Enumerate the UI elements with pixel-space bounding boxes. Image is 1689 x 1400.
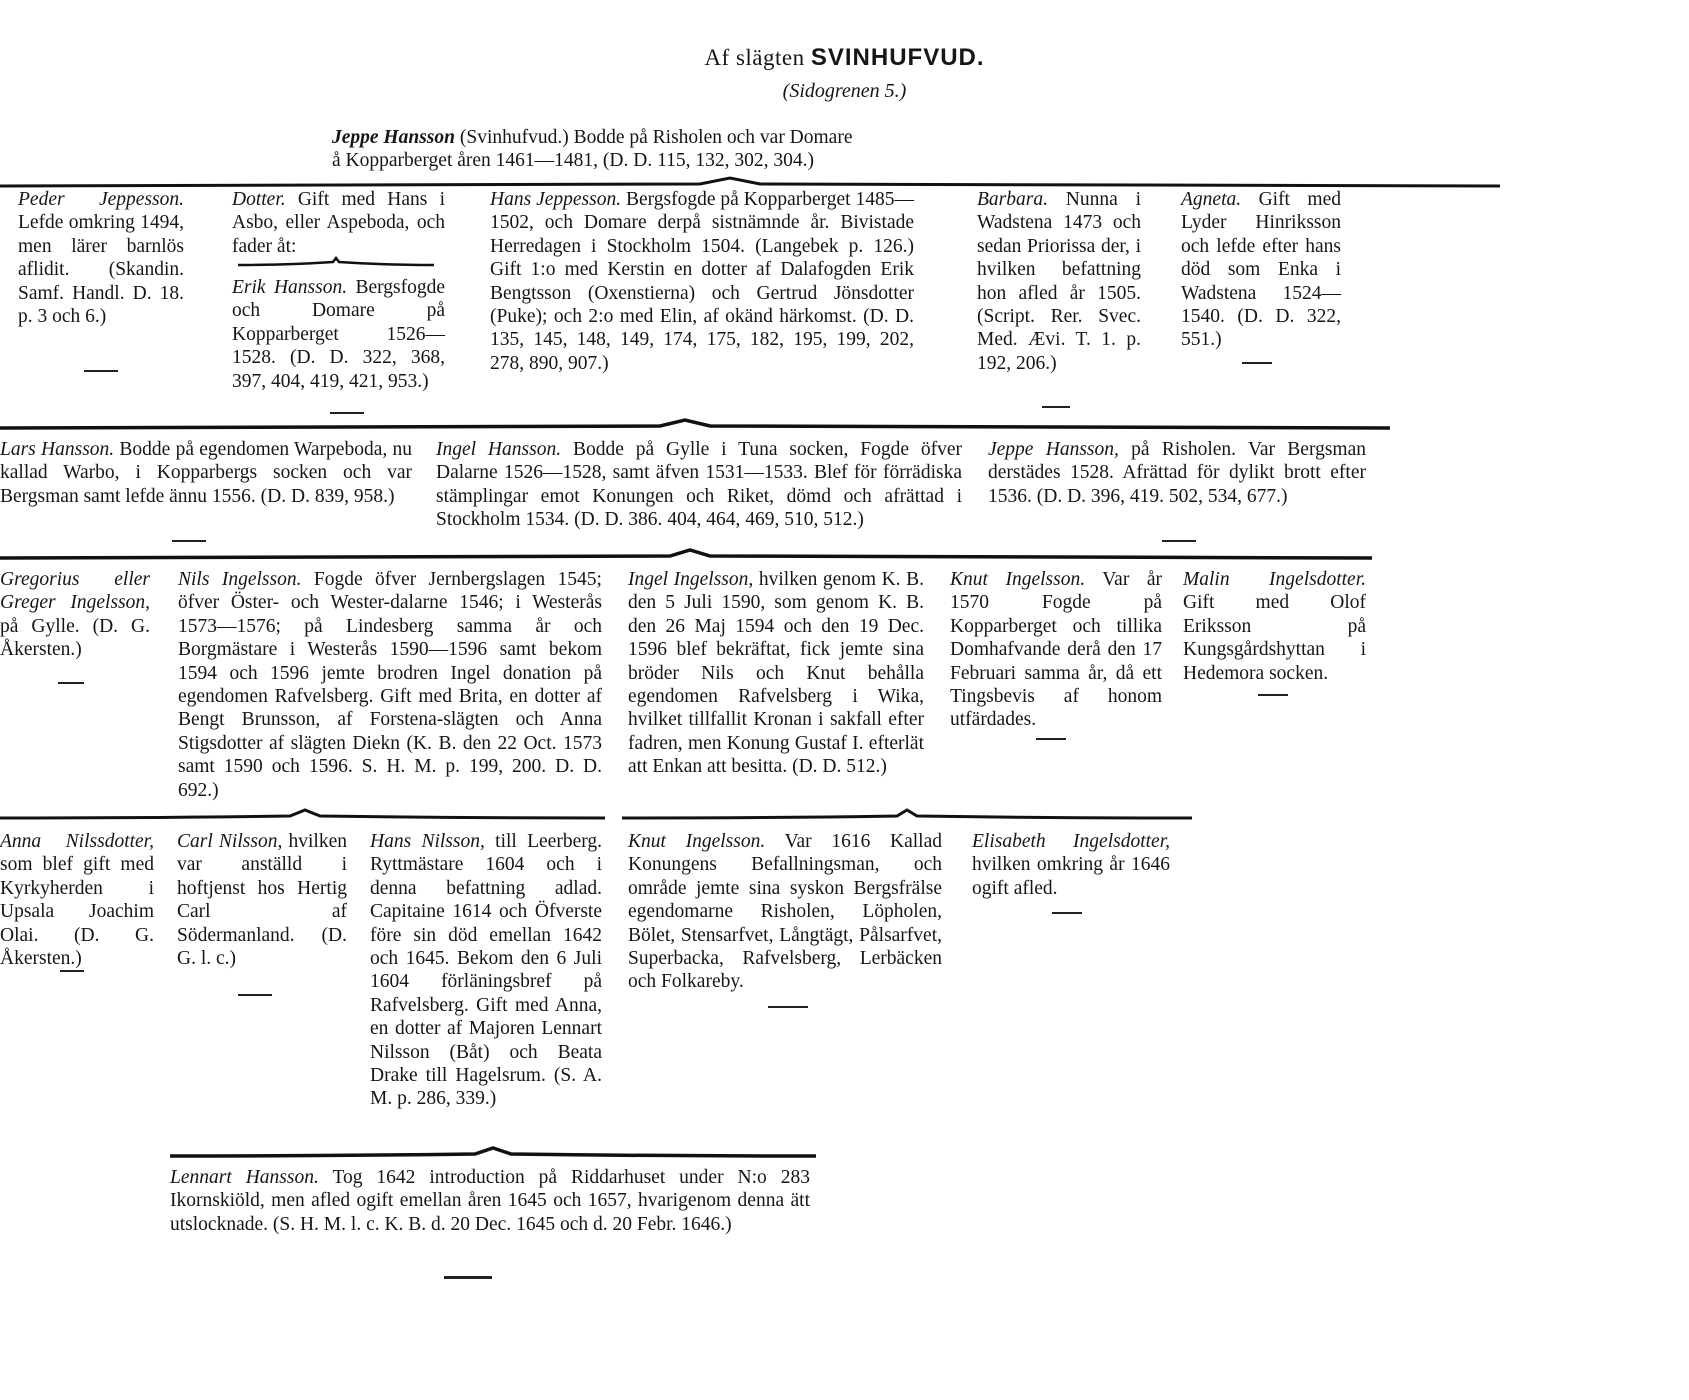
gen1-entry [977, 188, 1141, 375]
gen3-entry [628, 568, 924, 779]
entry-end-dash [1052, 912, 1082, 914]
entry-name: Lars Hansson. [0, 439, 115, 460]
title-family-name: SVINHUFVUD. [810, 44, 985, 71]
entry-end-dash [1242, 362, 1272, 364]
entry-text: Gift med Olof Eriksson på Kungsgårdshyttan i Hedemora socken. [1183, 592, 1366, 684]
gen1-entry [232, 276, 445, 393]
entry-text: Bodde på Gylle i Tuna socken, Fogde öfver Dalarne 1526—1528, samt äfven 1531—1533. Blef för förrädiska stämplingar emot Konungen och Riket, dömd och afrättad i Stockholm 1534. (D. D. 386. 404, 464, 469, 510, 512.) [436, 439, 962, 531]
entry-text: Bergsfogde och Domare på Kopparberget 1526—1528. (D. D. 322, 368, 397, 404, 419, 421, 953.) [232, 277, 445, 392]
brace-divider [0, 808, 605, 822]
entry-text: på Gylle. (D. G. Åkersten.) [0, 615, 150, 661]
brace-divider [238, 256, 434, 270]
entry-name: Knut Ingelsson. [950, 569, 1086, 590]
entry-end-dash [84, 370, 118, 372]
entry-text: Bergsfogde på Kopparberget 1485—1502, och Domare derpå sistnämnde år. Bivistade Herredagen i Stockholm 1504. (Langebek p. 126.) Gift 1:o med Kerstin en dotter af Dalafogden Erik Bengtsson (Oxenstierna) och Gertrud Jönsdotter (Puke); och 2:o med Elin, af okänd härkomst. (D. D. 135, 145, 148, 149, 174, 175, 182, 195, 199, 202, 278, 890, 907.) [490, 189, 914, 374]
gen2-entry [436, 438, 962, 532]
entry-name: Nils Ingelsson. [178, 569, 302, 590]
entry-text: som blef gift med Kyrkyherden i Upsala Joachim Olai. (D. G. Åkersten.) [0, 854, 154, 970]
entry-name: Elisabeth Ingelsdotter, [972, 831, 1170, 852]
gen2-entry [988, 438, 1366, 508]
root-name: Jeppe Hansson [332, 127, 455, 148]
gen3-entry [950, 568, 1162, 732]
entry-text: hvilken genom K. B. den 5 Juli 1590, som genom K. B. den 26 Maj 1594 och den 19 Dec. 1596 blef bekräftat, fick jemte sina bröder Nils och Knut behålla egendomen Rafvelsberg i Wika, hvilket tillfallit Kronan i sakfall efter fadren, men Konung Gustaf I. efterlät att Enkan att besitta. (D. D. 512.) [628, 569, 925, 778]
entry-name: Malin Ingelsdotter. [1183, 569, 1366, 590]
entry-name: Hans Nilsson, [370, 831, 485, 852]
entry-text: Gift med Lyder Hinriksson och lefde efter hans död som Enka i Wadstena 1524—1540. (D. D. 322, 551.) [1181, 189, 1341, 351]
entry-text: Var år 1570 Fogde på Kopparberget och tillika Domhafvande derå den 17 Februari samma år, då ett Tingsbevis af honom utfärdades. [950, 569, 1162, 731]
entry-name: Hans Jeppesson. [490, 189, 622, 210]
entry-name: Ingel Hansson. [436, 439, 562, 460]
entry-text: på Risholen. Var Bergsman derstädes 1528. Afrättad för dylikt brott efter 1536. (D. D. 396, 419. 502, 534, 677.) [988, 439, 1366, 507]
entry-name: Lennart Hansson. [170, 1167, 319, 1188]
entry-end-dash [1258, 694, 1288, 696]
gen1-entry [490, 188, 914, 375]
entry-end-dash [768, 1006, 808, 1008]
entry-text: Fogde öfver Jernbergslagen 1545; öfver Öster- och Wester-dalarne 1546; i Westerås 1573—1576; på Lindesberg samma år och Borgmästare i Westerås 1590—1596 samt bekom 1594 och 1596 jemte brodren Ingel donation på egendomen Rafvelsberg. Gift med Brita, en dotter af Bengt Brunsson, af Forstena-slägten och Anna Stigsdotter af slägten Diekn (K. B. den 22 Oct. 1573 samt 1590 och 1596. S. H. M. p. 199, 200. D. D. 692.) [178, 569, 602, 801]
title-prefix: Af slägten [704, 45, 805, 70]
entry-name: Peder Jeppesson. [18, 189, 184, 210]
gen4-entry [177, 830, 347, 970]
gen4-entry [370, 830, 602, 1111]
entry-name: Knut Ingelsson. [628, 831, 766, 852]
entry-end-dash [238, 994, 272, 996]
entry-name: Jeppe Hansson, [988, 439, 1119, 460]
gen4-entry [972, 830, 1170, 900]
entry-name: Ingel Ingelsson, [628, 569, 754, 590]
gen4-entry [0, 830, 154, 970]
entry-text: Nunna i Wadstena 1473 och sedan Priorissa der, i hvilken befattning hon afled år 1505. (Script. Rer. Svec. Med. Ævi. T. 1. p. 192, 206.) [977, 189, 1141, 374]
root-text-2: å Kopparberget åren 1461—1481, (D. D. 115, 132, 302, 304.) [332, 150, 814, 171]
brace-divider [622, 808, 1192, 822]
entry-text: Gift med Hans i Asbo, eller Aspeboda, och fader åt: [232, 189, 445, 257]
entry-text: Var 1616 Kallad Konungens Befallningsman, och område jemte sina syskon Bergsfrälse egendomarne Risholen, Löpholen, Bölet, Stensarfvet, Långtägt, Pålsarfvet, Superbacka, Rafvelsberg, Lerbäcken och Folkareby. [628, 831, 942, 993]
entry-text: till Leerberg. Ryttmästare 1604 och i denna befattning adlad. Capitaine 1614 och Öfverste före sin död emellan 1642 och 1645. Bekom den 6 Juli 1604 förläningsbref på Rafvelsberg. Gift med Anna, en dotter af Majoren Lennart Nilsson (Båt) och Beata Drake till Hagelsrum. (S. A. M. p. 286, 339.) [370, 831, 602, 1110]
brace-divider [0, 548, 1372, 562]
entry-end-dash [172, 540, 206, 542]
entry-text: hvilken omkring år 1646 ogift afled. [972, 854, 1170, 899]
brace-divider [170, 1146, 816, 1160]
page-title [0, 44, 1689, 72]
gen3-entry [178, 568, 602, 802]
entry-end-dash [1162, 540, 1196, 542]
entry-end-dash [330, 412, 364, 414]
entry-name: Gregorius eller Greger Ingelsson, [0, 569, 150, 614]
gen1-entry [18, 188, 184, 328]
entry-end-dash [60, 970, 84, 972]
gen3-entry [1183, 568, 1366, 685]
entry-text: Tog 1642 introduction på Riddarhuset under N:o 283 Ikornskiöld, men afled ogift emellan åren 1645 och 1657, hvarigenom denna ätt utslocknade. (S. H. M. l. c. K. B. d. 20 Dec. 1645 och d. 20 Febr. 1646.) [170, 1167, 810, 1235]
entry-text: Bodde på egendomen Warpeboda, nu kallad Warbo, i Kopparbergs socken och var Bergsman samt lefde ännu 1556. (D. D. 839, 958.) [0, 439, 412, 507]
entry-name: Barbara. [977, 189, 1048, 210]
entry-text: hvilken var anställd i hoftjenst hos Hertig Carl af Södermanland. (D. G. l. c.) [177, 831, 347, 970]
gen3-entry [0, 568, 150, 662]
entry-name: Carl Nilsson, [177, 831, 283, 852]
page-subtitle: (Sidogrenen 5.) [782, 80, 907, 102]
root-text: (Svinhufvud.) Bodde på Risholen och var Domare [454, 127, 853, 148]
entry-end-dash [444, 1276, 492, 1279]
gen4-entry [628, 830, 942, 994]
gen2-entry [0, 438, 412, 508]
brace-divider [0, 418, 1390, 432]
gen1-entry [232, 188, 445, 258]
root-entry [332, 126, 1162, 172]
entry-name: Agneta. [1181, 189, 1242, 210]
entry-end-dash [1042, 406, 1070, 408]
gen5-entry [170, 1166, 810, 1236]
entry-end-dash [58, 682, 84, 684]
gen1-entry [1181, 188, 1341, 352]
entry-name: Anna Nilssdotter, [0, 831, 154, 852]
entry-end-dash [1036, 738, 1066, 740]
entry-name: Erik Hansson. [232, 277, 348, 298]
entry-text: Lefde omkring 1494, men lärer barnlös aflidit. (Skandin. Samf. Handl. D. 18. p. 3 och 6.) [18, 212, 184, 328]
entry-name: Dotter. [232, 189, 286, 210]
